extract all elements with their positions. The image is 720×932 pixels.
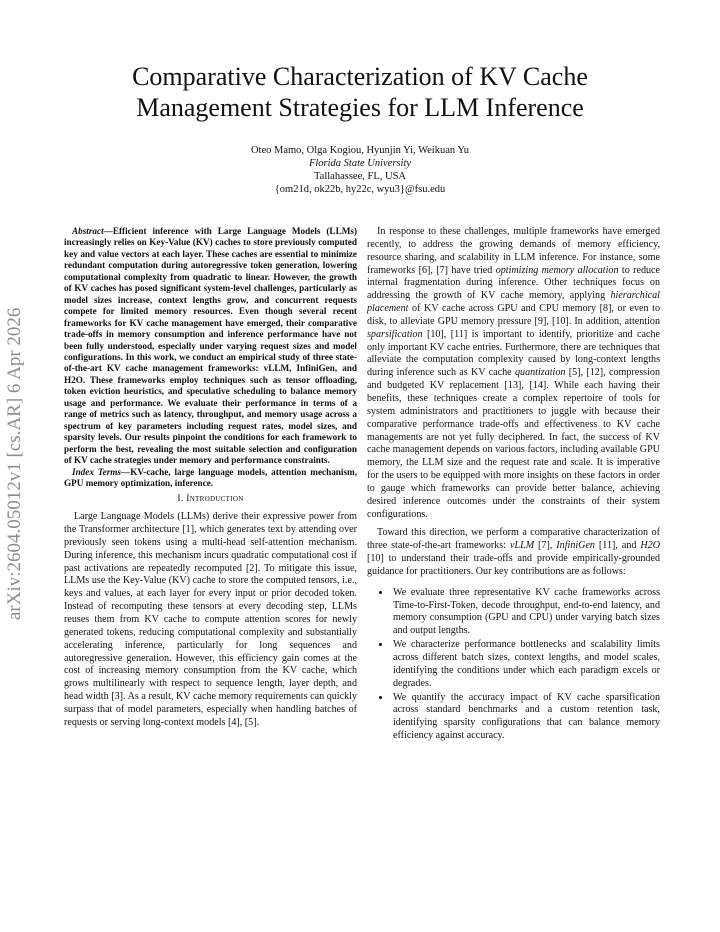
author-block [60,144,660,196]
text-span: [5], [12], compression and budgeted KV replacement [13], [14]. While each having their benefits, these techniques create a complex repertoire of tools for system administrators and practitioners to juggle with because their comparative performance trade-offs and effectiveness to KV cache managements are not yet fully deciphered. In fact, the success of KV cache management depends on various factors, including available GPU memory, the LLM size and the request rate and scale. It is imperative for the users to be equipped with more insights on these factors in order to gauge which frameworks can provide better balance, achieving desired inference outcomes under the constraints of their system configurations. [367,367,660,520]
emphasis: InfiniGen [556,540,595,552]
text-span: [10] to understand their trade-offs and provide empirically-grounded guidance for practitioners. Our key contributions are as follows: [367,553,660,577]
intro-paragraph-2 [367,226,660,521]
intro-paragraph-1: Large Language Models (LLMs) derive their expressive power from the Transformer architecture [1], which generates text by attending over previously seen tokens using a multi-head self-attention mechanism. During inference, this mechanism incurs quadratic computational cost if past activations are repeatedly recomputed [2]. To mitigate this issue, LLMs use the Key-Value (KV) cache to store the computed tensors, i.e., keys and values, at each layer for every input or prior decoded token. Instead of recomputing these tensors at every decoding step, LLMs reuses them from KV cache to compute attention scores for newly generated tokens, reducing computational complexity and substantially accelerating inference, particularly for long sequences and autoregressive generation. However, this efficiency gain comes at the cost of increasing memory consumption from the KV cache, which grows multilinearly with respect to sequence length, layer depth, and head width [3]. As a result, KV cache memory requirements can quickly surpass that of model parameters, especially when handling batches of requests or serving long-context models [4], [5]. [64,511,357,728]
right-column [367,226,660,744]
abstract [64,226,357,467]
text-span: [10], [11] is important to identify, prioritize and cache only important KV cache entries. Furthermore, there are techniques that alleviate the computation complexity caused by long-context lengths during inference such as KV cache [367,328,660,379]
emphasis: quantization [514,367,566,379]
emphasis: sparsification [367,328,423,340]
text-span: Toward this direction, we perform a comparative characterization of three state-of-the-art frameworks: [367,527,660,552]
index-terms [64,467,357,490]
emails: {om21d, ok22b, hy22c, wyu3}@fsu.edu [274,184,446,195]
list-item: • We quantify the accuracy impact of KV cache sparsification across standard benchmarks and a custom retention task, identifying sparsity configurations that can balance memory efficiency against accuracy. [391,692,660,743]
title-line-2: Management Strategies for LLM Inference [136,93,584,122]
text-span: In response to these challenges, multiple frameworks have emerged recently, to address the growing demands of memory efficiency, resource sharing, and scalability in LLM inference. For instance, some frameworks [6], [7] have tried [367,226,660,276]
arxiv-side-stamp: arXiv:2604.05012v1 [cs.AR] 6 Apr 2026 [4,307,25,620]
text-span: [11], and [594,540,641,552]
list-item: • We characterize performance bottlenecks and scalability limits across different batch sizes, context lengths, and model scales, identifying the conditions under which each paradigm excels or degrades. [391,639,660,690]
affiliation: Florida State University [308,158,412,169]
text-span: [7], [534,540,557,552]
intro-paragraph-3 [367,527,660,578]
contribution-list [367,587,660,743]
emphasis: hierarchical placement [367,290,660,315]
title-line-1: Comparative Characterization of KV Cache [132,62,588,91]
location: Tallahassee, FL, USA [314,171,406,182]
authors: Oteo Mamo, Olga Kogiou, Hyunjin Yi, Weikuan Yu [250,145,470,156]
emphasis: optimizing memory allocation [495,264,619,276]
left-column [64,226,357,730]
emphasis: vLLM [509,540,535,552]
text-span: to reduce internal fragmentation during inference. Other techniques focus on addressing the growth of KV cache memory, applying [367,264,661,302]
text-span: of KV cache across GPU and CPU memory [8], or even to disk, to alleviate GPU memory pressure [9], [10]. In addition, attention [367,303,660,327]
index-terms-lead: Index Terms [72,466,121,477]
emphasis: H2O [640,540,660,552]
index-terms-text: —KV-cache, large language models, attention mechanism, GPU memory optimization, inference. [64,466,357,488]
paper-title [60,61,660,123]
abstract-lead: Abstract [72,226,104,236]
section-heading-introduction: I. Introduction [177,494,244,505]
list-item: • We evaluate three representative KV cache frameworks across Time-to-First-Token, decode throughput, end-to-end latency, and memory consumption (GPU and CPU) under varying batch sizes and output lengths. [391,587,660,638]
abstract-text: —Efficient inference with Large Language Models (LLMs) increasingly relies on Key-Value (KV) caches to store previously computed key and value vectors at each layer. These caches are essential to minimize redundant computation during autoregressive token generation, lowering computational complexity from quadratic to linear. However, the growth of KV caches has posed significant system-level challenges, particularly as model sizes increase, context lengths grow, and concurrent requests compete for limited memory resources. Even though several recent frameworks for KV cache management have emerged, their comparative trade-offs in memory consumption and inference performance have not been fully understood, especially under varying request sizes and model configurations. In this work, we conduct an empirical study of three state-of-the-art KV cache management frameworks: vLLM, InfiniGen, and H2O. These frameworks employ techniques such as tensor offloading, token eviction heuristics, and speculative scheduling to balance memory usage and performance. We evaluate their performance in terms of a range of metrics such as latency, throughput, and memory usage across a spectrum of key parameters including request rates, model sizes, and sparsity levels. Our results pinpoint the conditions for each framework to perform the best, revealing the most suitable selection and configuration of KV cache strategies under memory and performance constraints. [64,226,357,466]
